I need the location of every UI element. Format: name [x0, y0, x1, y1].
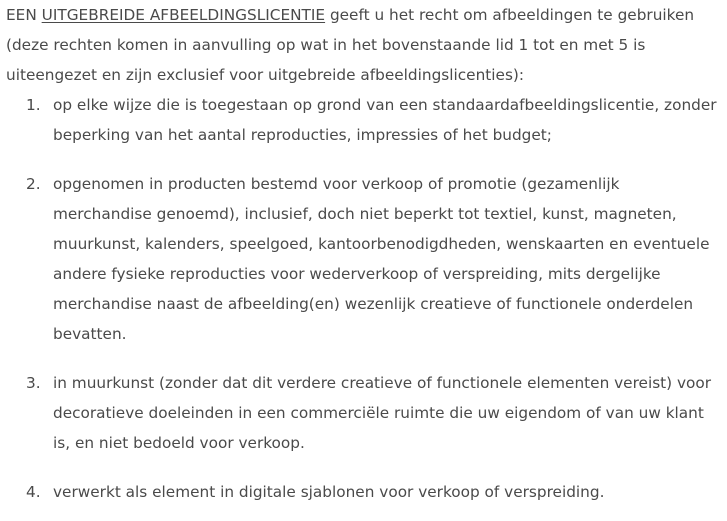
- list-item-number: 2.: [26, 175, 41, 193]
- list-item-number: 3.: [26, 374, 41, 392]
- list-item-number: 1.: [26, 96, 41, 114]
- list-item: [6, 477, 723, 507]
- intro-text: geeft u het recht om afbeeldingen te gebruiken (deze rechten komen in aanvulling op wat in het bovenstaande lid 1 tot en met 5 is uiteengezet en zijn exclusief voor uitgebreide afbeeldingslicenties):: [6, 6, 695, 84]
- list-item-text: verwerkt als element in digitale sjablonen voor verkoop of verspreiding.: [53, 483, 605, 501]
- list-item-text: op elke wijze die is toegestaan op grond van een standaardafbeeldingslicentie, zonder beperking van het aantal reproducties, impressies of het budget;: [53, 96, 717, 144]
- list-item: [6, 368, 723, 458]
- list-item-number: 4.: [26, 483, 41, 501]
- list-item-text: opgenomen in producten bestemd voor verkoop of promotie (gezamenlijk merchandise genoemd), inclusief, doch niet beperkt tot textiel, kunst, magneten, muurkunst, kalenders, speelgoed, kantoorbenodigdheden, wenskaarten en eventuele andere fysieke reproducties voor wederverkoop of verspreiding, mits dergelijke merchandise naast de afbeelding(en) wezenlijk creatieve of functionele onderdelen bevatten.: [53, 175, 710, 343]
- intro-lead: EEN: [6, 6, 42, 24]
- rights-list: [6, 90, 727, 507]
- intro-paragraph: [6, 0, 722, 90]
- list-item: [6, 169, 723, 349]
- list-item-text: in muurkunst (zonder dat dit verdere creatieve of functionele elementen vereist) voor decoratieve doeleinden in een commerciële ruimte die uw eigendom of van uw klant is, en niet bedoeld voor verkoop.: [53, 374, 712, 452]
- list-item: [6, 90, 723, 150]
- extended-license-link[interactable]: UITGEBREIDE AFBEELDINGSLICENTIE: [41, 6, 326, 24]
